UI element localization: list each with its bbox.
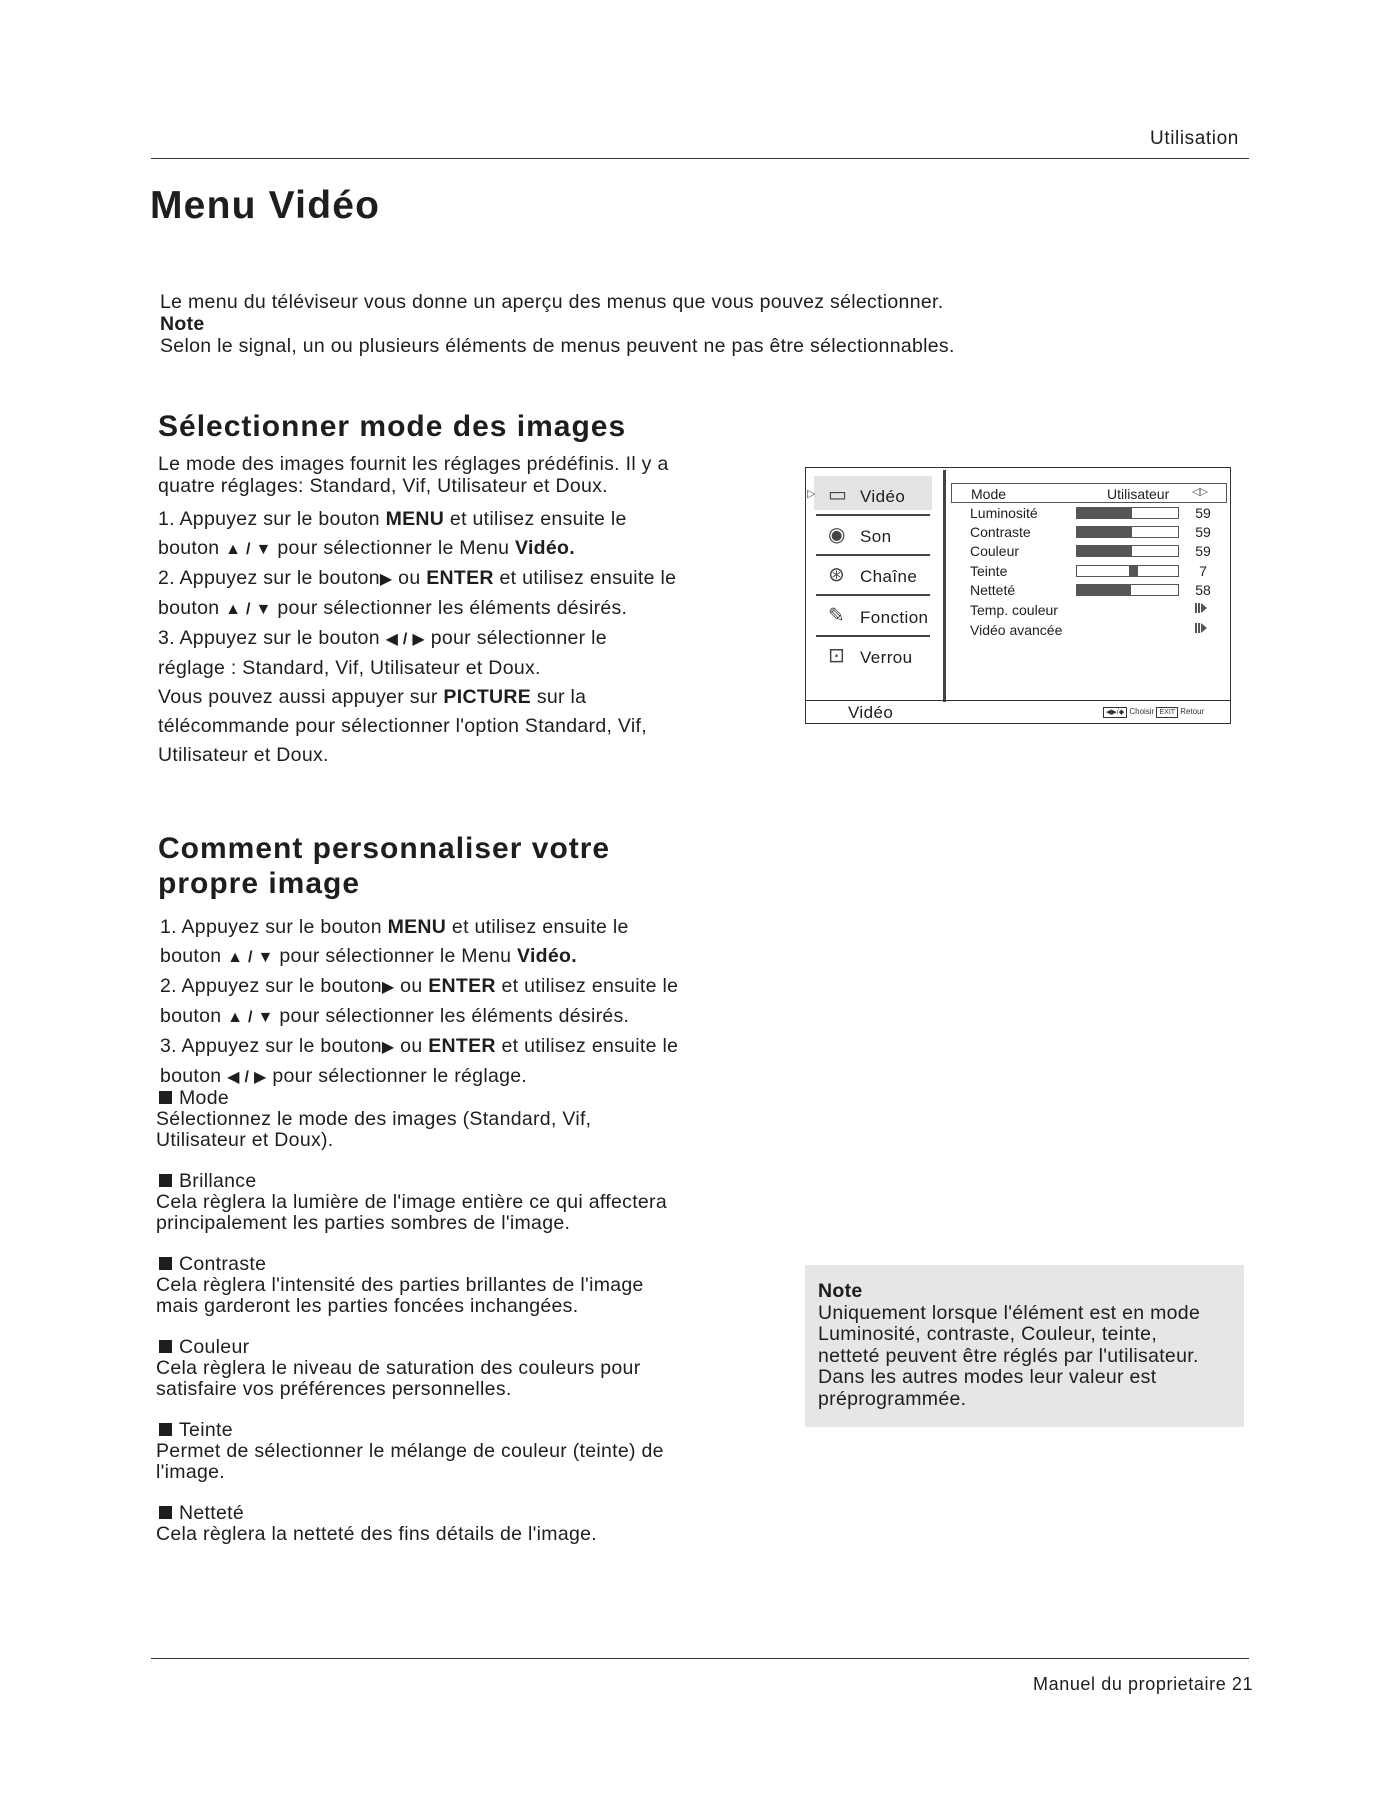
- step-line: bouton ▲ / ▼ pour sélectionner les éléments désirés.: [160, 1005, 630, 1027]
- heading-line: propre image: [158, 867, 361, 900]
- osd-row-value: 7: [1199, 563, 1207, 579]
- step-line: Utilisateur et Doux.: [158, 744, 329, 766]
- settings-descriptions: [156, 1088, 756, 1565]
- intro-line: Selon le signal, un ou plusieurs éléments de menus peuvent ne pas être sélectionnables.: [160, 335, 955, 357]
- osd-slider-bar: [1076, 507, 1179, 519]
- osd-row-value: 58: [1195, 582, 1211, 598]
- speaker-icon: ◉: [828, 524, 846, 546]
- item-title: Brillance: [179, 1170, 257, 1192]
- note-text: Luminosité, contraste, Couleur, teinte,: [818, 1323, 1158, 1345]
- osd-row-temp-couleur[interactable]: [951, 600, 1225, 619]
- right-arrow-icon: ▶: [381, 1039, 395, 1056]
- osd-slider-bar: [1076, 526, 1179, 538]
- intro-block: [160, 291, 955, 357]
- item-text: Cela règlera la netteté des fins détails de l'image.: [156, 1523, 597, 1545]
- submenu-arrow-icon: [1195, 603, 1210, 613]
- osd-row-value: 59: [1195, 524, 1211, 540]
- page-footer: Manuel du proprietaire 21: [1033, 1674, 1254, 1694]
- osd-row-couleur[interactable]: [951, 541, 1225, 560]
- osd-sidebar-item-video[interactable]: [807, 476, 932, 510]
- bullet-square-icon: [159, 1506, 172, 1519]
- tv-icon: ▭: [828, 484, 848, 506]
- osd-slider-knob: [1129, 566, 1138, 576]
- osd-row-teinte[interactable]: [951, 561, 1225, 580]
- osd-footer-hint: [1103, 707, 1204, 718]
- step-line: télécommande pour sélectionner l'option Standard, Vif,: [158, 715, 647, 737]
- submenu-arrow-icon: [1195, 623, 1210, 633]
- note-text: Dans les autres modes leur valeur est: [818, 1366, 1157, 1388]
- osd-sidebar: [806, 468, 939, 700]
- bullet-square-icon: [159, 1423, 172, 1436]
- left-right-arrow-icon: ◀ / ▶: [385, 631, 426, 648]
- left-right-arrow-icon: ◀ / ▶: [227, 1069, 267, 1086]
- item-nettete: [156, 1503, 756, 1545]
- osd-sidebar-label: Vidéo: [860, 487, 906, 506]
- osd-sidebar-item-chaine[interactable]: [814, 556, 932, 590]
- osd-row-label: Netteté: [970, 582, 1016, 598]
- step-line: 2. Appuyez sur le bouton▶ ou ENTER et utilisez ensuite le: [158, 567, 677, 589]
- osd-footer-label: Vidéo: [848, 703, 894, 722]
- osd-row-video-avancee[interactable]: [951, 620, 1225, 639]
- osd-sidebar-item-son[interactable]: [814, 516, 932, 550]
- step-line: réglage : Standard, Vif, Utilisateur et Doux.: [158, 657, 541, 679]
- section-heading-picture-mode: Sélectionner mode des images: [158, 410, 627, 443]
- intro-line: Le menu du téléviseur vous donne un aperçu des menus que vous pouvez sélectionner.: [160, 291, 944, 313]
- left-right-arrow-icon: ◁▷: [1192, 486, 1207, 498]
- osd-row-luminosite[interactable]: [951, 503, 1225, 522]
- header-rule: [151, 158, 1249, 159]
- section-heading-customize: [158, 831, 758, 901]
- osd-row-label: Teinte: [970, 563, 1008, 579]
- item-text: Sélectionnez le mode des images (Standard, Vif,: [156, 1108, 592, 1130]
- desc-line: quatre réglages: Standard, Vif, Utilisateur et Doux.: [158, 475, 608, 497]
- osd-slider-bar: [1076, 565, 1179, 577]
- osd-slider-fill: [1077, 585, 1131, 595]
- osd-row-nettete[interactable]: [951, 580, 1225, 599]
- item-text: Utilisateur et Doux).: [156, 1129, 334, 1151]
- osd-vertical-divider: [943, 470, 946, 702]
- item-text: Cela règlera le niveau de saturation des couleurs pour: [156, 1357, 641, 1379]
- item-mode: [156, 1088, 756, 1151]
- osd-sidebar-label: Verrou: [860, 648, 913, 667]
- item-teinte: [156, 1420, 756, 1483]
- osd-slider-fill: [1077, 546, 1132, 556]
- step-line: 3. Appuyez sur le bouton ◀ / ▶ pour sélectionner le: [158, 627, 607, 649]
- lock-icon: ⊡: [828, 645, 846, 667]
- item-text: Cela règlera l'intensité des parties brillantes de l'image: [156, 1274, 644, 1296]
- up-down-arrow-icon: ▲ / ▼: [227, 949, 274, 966]
- note-text: préprogrammée.: [818, 1387, 967, 1410]
- item-brillance: [156, 1171, 756, 1234]
- bullet-square-icon: [159, 1340, 172, 1353]
- osd-row-value: 59: [1195, 543, 1211, 559]
- step-line: bouton ▲ / ▼ pour sélectionner les éléments désirés.: [158, 597, 628, 619]
- customize-steps: [160, 913, 720, 1092]
- item-text: satisfaire vos préférences personnelles.: [156, 1378, 512, 1400]
- bullet-square-icon: [159, 1257, 172, 1270]
- up-down-arrow-icon: ▲ / ▼: [227, 1009, 274, 1026]
- bullet-square-icon: [159, 1091, 172, 1104]
- step-line: 3. Appuyez sur le bouton▶ ou ENTER et utilisez ensuite le: [160, 1035, 679, 1057]
- step-line: Vous pouvez aussi appuyer sur PICTURE sur la: [158, 686, 587, 708]
- osd-row-contraste[interactable]: [951, 522, 1225, 541]
- osd-slider-fill: [1077, 527, 1132, 537]
- nav-keys-icon: ◀▶/◆: [1103, 707, 1127, 718]
- picture-mode-description: [158, 453, 718, 497]
- osd-hint-choose: Choisir: [1129, 707, 1155, 716]
- step-line: 1. Appuyez sur le bouton MENU et utilisez ensuite le: [160, 916, 629, 938]
- step-line: bouton ▲ / ▼ pour sélectionner le Menu Vidéo.: [160, 945, 577, 967]
- osd-video-menu: [805, 467, 1231, 724]
- step-line: 1. Appuyez sur le bouton MENU et utilisez ensuite le: [158, 508, 627, 530]
- osd-slider-fill: [1077, 508, 1132, 518]
- osd-slider-bar: [1076, 584, 1179, 596]
- exit-key-icon: EXIT: [1156, 707, 1178, 718]
- item-text: l'image.: [156, 1461, 225, 1483]
- up-down-arrow-icon: ▲ / ▼: [225, 541, 272, 558]
- selected-arrow-icon: ▷: [807, 488, 816, 500]
- heading-line: Comment personnaliser votre: [158, 832, 611, 865]
- right-arrow-icon: ▶: [379, 571, 393, 588]
- note-text: netteté peuvent être réglés par l'utilisateur.: [818, 1344, 1199, 1367]
- picture-mode-steps: [158, 505, 718, 770]
- bullet-square-icon: [159, 1174, 172, 1187]
- osd-hint-back: Retour: [1180, 707, 1205, 716]
- item-text: principalement les parties sombres de l'image.: [156, 1212, 571, 1234]
- osd-row-label: Contraste: [970, 524, 1031, 540]
- osd-row-value: 59: [1195, 505, 1211, 521]
- up-down-arrow-icon: ▲ / ▼: [225, 601, 272, 618]
- item-text: mais garderont les parties foncées inchangées.: [156, 1295, 579, 1317]
- osd-slider-bar: [1076, 545, 1179, 557]
- osd-row-label: Vidéo avancée: [970, 622, 1063, 638]
- osd-sidebar-item-fonction[interactable]: [814, 597, 932, 631]
- item-title: Couleur: [179, 1336, 250, 1358]
- osd-row-value: Utilisateur: [1107, 486, 1170, 502]
- item-text: Permet de sélectionner le mélange de couleur (teinte) de: [156, 1440, 664, 1462]
- osd-divider: [816, 594, 930, 596]
- step-line: bouton ▲ / ▼ pour sélectionner le Menu Vidéo.: [158, 537, 575, 559]
- osd-row-label: Temp. couleur: [970, 602, 1058, 618]
- note-title: Note: [818, 1280, 863, 1302]
- item-title: Netteté: [179, 1502, 244, 1524]
- note-text: Uniquement lorsque l'élément est en mode: [818, 1301, 1201, 1324]
- osd-sidebar-item-verrou[interactable]: [814, 637, 932, 671]
- osd-sidebar-label: Son: [860, 527, 892, 546]
- step-line: bouton ◀ / ▶ pour sélectionner le réglage.: [160, 1065, 528, 1087]
- osd-sidebar-label: Fonction: [860, 608, 929, 627]
- item-title: Mode: [179, 1087, 229, 1109]
- step-line: 2. Appuyez sur le bouton▶ ou ENTER et utilisez ensuite le: [160, 975, 679, 997]
- desc-line: Le mode des images fournit les réglages prédéfinis. Il y a: [158, 453, 669, 475]
- osd-row-mode[interactable]: [951, 483, 1227, 503]
- function-icon: ✎: [828, 605, 846, 627]
- osd-sidebar-label: Chaîne: [860, 567, 918, 586]
- item-title: Contraste: [179, 1253, 267, 1275]
- section-header: Utilisation: [1150, 128, 1239, 149]
- item-title: Teinte: [179, 1419, 233, 1441]
- osd-row-label: Mode: [971, 486, 1007, 502]
- page-title: Menu Vidéo: [150, 184, 381, 227]
- intro-note-label: Note: [160, 313, 205, 335]
- footer-rule: [151, 1658, 1249, 1659]
- osd-row-label: Couleur: [970, 543, 1020, 559]
- right-arrow-icon: ▶: [381, 979, 395, 996]
- note-box: [805, 1265, 1244, 1427]
- item-text: Cela règlera la lumière de l'image entière ce qui affectera: [156, 1191, 667, 1213]
- osd-row-label: Luminosité: [970, 505, 1038, 521]
- satellite-icon: ⊛: [828, 564, 846, 586]
- osd-footer: [806, 700, 1230, 724]
- item-contraste: [156, 1254, 756, 1317]
- item-couleur: [156, 1337, 756, 1400]
